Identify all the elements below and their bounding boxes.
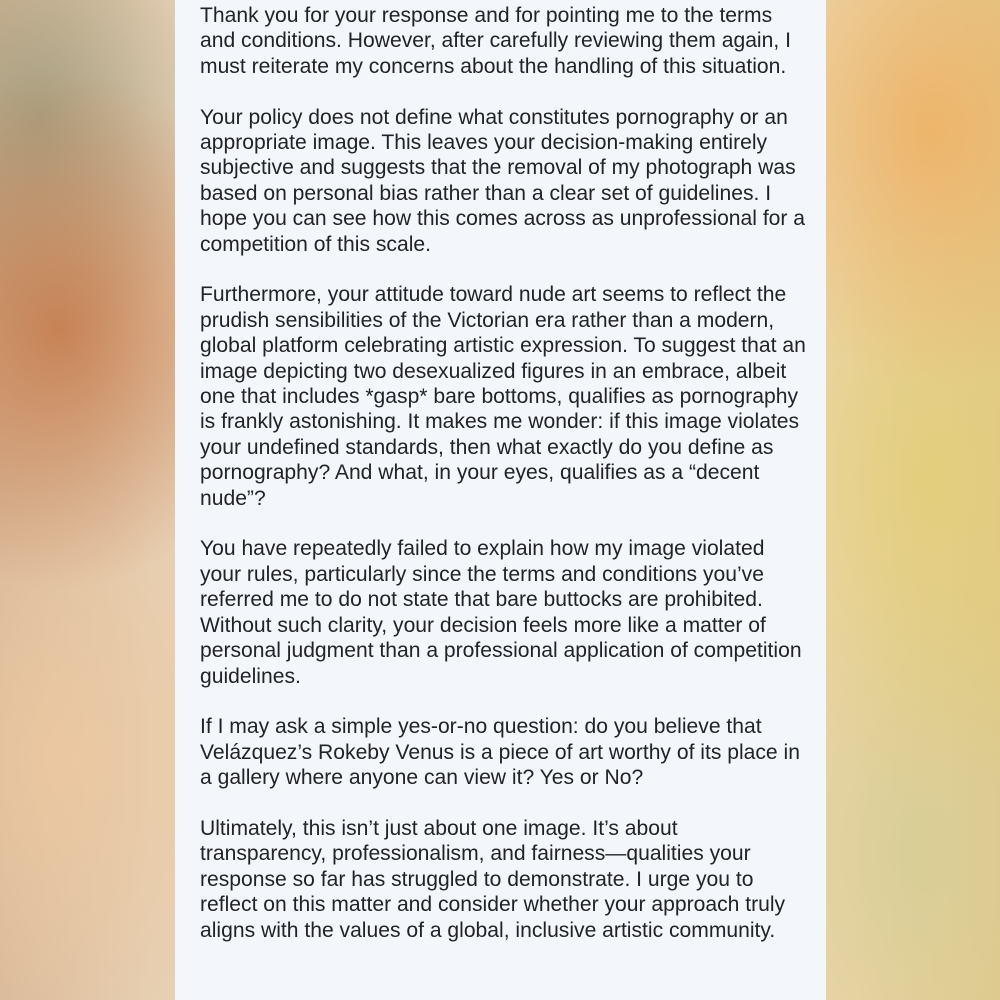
- message-paragraph: If I may ask a simple yes-or-no question: do you believe that Velázquez’s Rokeby Venus is a piece of art worthy of its place in a gallery where anyone can view it? Yes or No?: [200, 715, 800, 790]
- message-panel: [175, 0, 826, 1000]
- message-paragraph: Ultimately, this isn’t just about one image. It’s about transparency, professionalism, and fairness—qualities your response so far has struggled to demonstrate. I urge you to reflect on this matter and consider whether your approach truly aligns with the values of a global, inclusive artistic community.: [200, 816, 786, 942]
- message-paragraph: You have repeatedly failed to explain how my image violated your rules, particularly since the terms and conditions you’ve referred me to do not state that bare buttocks are prohibited. Without such clarity, your decision feels more like a matter of personal judgment than a professional application of competition guidelines.: [200, 537, 802, 688]
- message-paragraph: Your policy does not define what constitutes pornography or an appropriate image. This leaves your decision-making entirely subjective and suggests that the removal of my photograph was based on personal bias rather than a clear set of guidelines. I hope you can see how this comes across as unprofessional for a competition of this scale.: [200, 105, 806, 256]
- message-paragraph: Furthermore, your attitude toward nude art seems to reflect the prudish sensibilities of the Victorian era rather than a modern, global platform celebrating artistic expression. To suggest that an image depicting two desexualized figures in an embrace, albeit one that includes *gasp* bare bottoms, qualifies as pornography is frankly astonishing. It makes me wonder: if this image violates your undefined standards, then what exactly do you define as pornography? And what, in your eyes, qualifies as a “decent nude”?: [200, 283, 806, 510]
- message-paragraph: Thank you for your response and for pointing me to the terms and conditions. However, after carefully reviewing them again, I must reiterate my concerns about the handling of this situation.: [200, 4, 791, 78]
